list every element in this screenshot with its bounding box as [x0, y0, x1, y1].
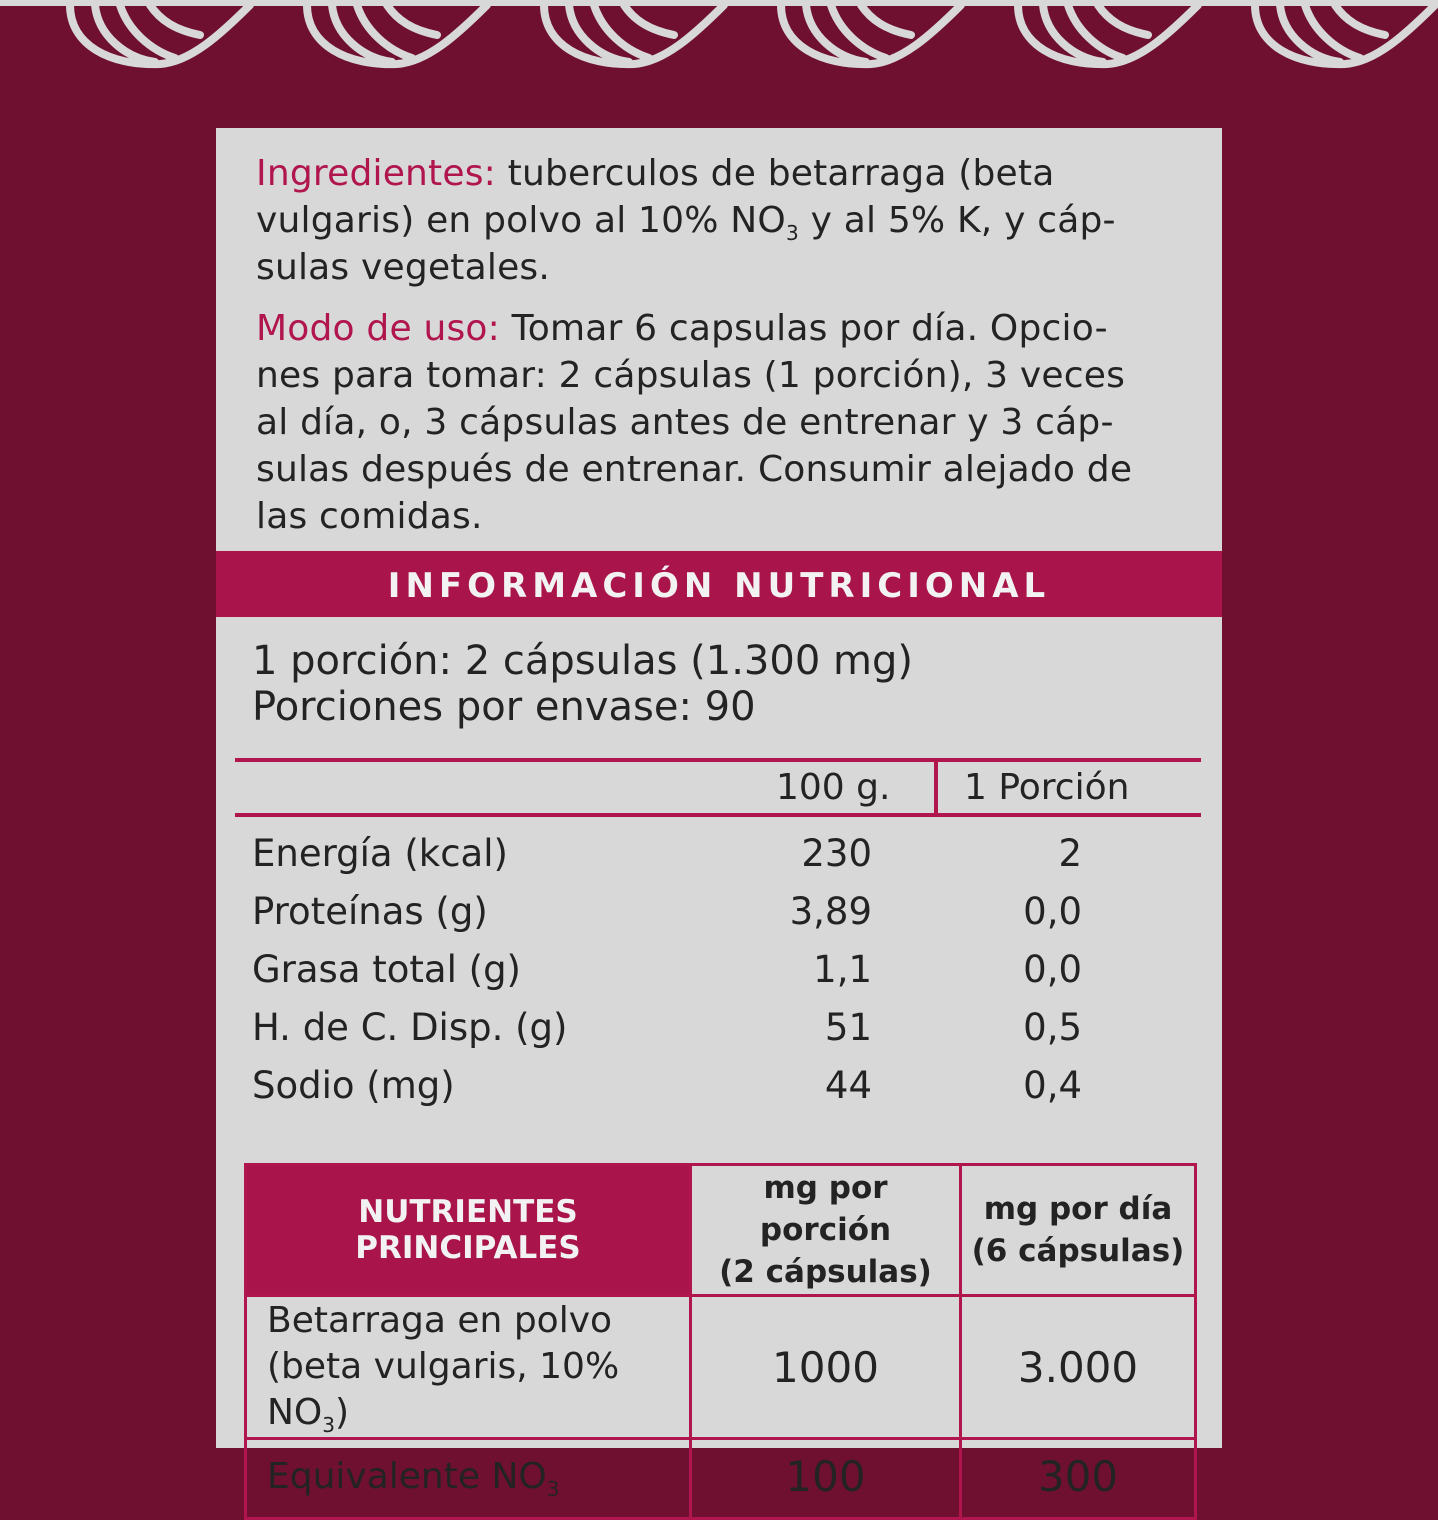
value-per-portion: 100 — [691, 1439, 961, 1519]
divider — [235, 758, 1201, 762]
leaf-motif — [1335, 5, 1385, 35]
table-row — [246, 1439, 1196, 1519]
nutrient-name: Energía (kcal) — [252, 832, 508, 875]
nutrient-name: Grasa total (g) — [252, 948, 521, 991]
col-header-per-day — [961, 1165, 1196, 1296]
main-nutrients-table — [244, 1163, 1197, 1520]
value-per-portion: 0,0 — [1023, 890, 1082, 933]
leaf-motif — [387, 5, 437, 35]
usage-section — [256, 305, 1132, 540]
leaf-motif — [624, 5, 674, 35]
nutrition-row — [252, 1057, 1082, 1115]
column-divider — [934, 760, 938, 816]
nutrition-row — [252, 999, 1082, 1057]
label-panel — [216, 128, 1222, 1501]
nutrient-name-line: Equivalente NO — [267, 1456, 547, 1497]
col-header-line: mg por día — [983, 1191, 1173, 1227]
value-per-100g: 230 — [801, 832, 872, 875]
value-per-day: 300 — [961, 1439, 1196, 1519]
main-nutrients-header: NUTRIENTES PRINCIPALES — [246, 1165, 691, 1296]
decorative-border — [0, 0, 1438, 80]
usage-text: las comidas. — [256, 496, 483, 537]
nutrition-row — [252, 825, 1082, 883]
divider — [235, 813, 1201, 817]
value-per-100g: 1,1 — [813, 948, 872, 991]
usage-text: sulas después de entrenar. Consumir alejado de — [256, 449, 1133, 490]
servings-per-container: Porciones por envase: 90 — [252, 684, 756, 730]
serving-info — [252, 638, 913, 730]
value-per-100g: 44 — [824, 1064, 872, 1107]
nutrient-name — [246, 1296, 691, 1439]
col-header-line: mg por porción — [759, 1170, 892, 1248]
ingredients-section — [256, 150, 1116, 291]
col-header-per-portion — [691, 1165, 961, 1296]
value-per-portion: 0,5 — [1023, 1006, 1082, 1049]
ingredients-text: y al 5% K, y cáp- — [798, 200, 1116, 241]
usage-text: nes para tomar: 2 cápsulas (1 porción), 3 veces — [256, 355, 1126, 396]
ingredients-label: Ingredientes: — [256, 153, 497, 194]
col-header-portion: 1 Porción — [964, 767, 1130, 808]
value-per-day: 3.000 — [961, 1296, 1196, 1439]
usage-text: al día, o, 3 cápsulas antes de entrenar y 3 cáp- — [256, 402, 1114, 443]
nutrition-info-title: INFORMACIÓN NUTRICIONAL — [216, 551, 1222, 617]
col-header-line: (2 cápsulas) — [719, 1254, 932, 1290]
value-per-portion: 1000 — [691, 1296, 961, 1439]
col-header-100g: 100 g. — [776, 767, 891, 808]
usage-text: Tomar 6 capsulas por día. Opcio- — [511, 308, 1108, 349]
nutrient-name: Sodio (mg) — [252, 1064, 455, 1107]
usage-label: Modo de uso: — [256, 308, 500, 349]
col-header-line: (6 cápsulas) — [971, 1233, 1185, 1269]
leaf-motif — [1098, 5, 1148, 35]
leaf-motif — [150, 5, 200, 35]
nutrient-name-line: Betarraga en polvo — [267, 1300, 613, 1341]
nutrient-name: Proteínas (g) — [252, 890, 488, 933]
ingredients-text: tuberculos de betarraga (beta — [507, 153, 1055, 194]
nutrient-name: H. de C. Disp. (g) — [252, 1006, 568, 1049]
ingredients-text: vulgaris) en polvo al 10% NO — [256, 200, 786, 241]
nutrient-name — [246, 1439, 691, 1519]
subscript: 3 — [546, 1477, 560, 1501]
value-per-100g: 51 — [824, 1006, 872, 1049]
value-per-portion: 2 — [1058, 832, 1082, 875]
value-per-portion: 0,0 — [1023, 948, 1082, 991]
table-header-row — [246, 1165, 1196, 1296]
nutrient-name-line: (beta vulgaris, 10% NO — [267, 1346, 620, 1433]
serving-size: 1 porción: 2 cápsulas (1.300 mg) — [252, 638, 913, 684]
value-per-portion: 0,4 — [1023, 1064, 1082, 1107]
subscript: 3 — [785, 221, 799, 245]
ingredients-text: sulas vegetales. — [256, 247, 551, 288]
nutrition-row — [252, 941, 1082, 999]
subscript: 3 — [322, 1413, 335, 1437]
table-row — [246, 1296, 1196, 1439]
value-per-100g: 3,89 — [789, 890, 872, 933]
nutrient-name-line: ) — [335, 1392, 350, 1433]
nutrition-row — [252, 883, 1082, 941]
leaf-motif — [861, 5, 911, 35]
